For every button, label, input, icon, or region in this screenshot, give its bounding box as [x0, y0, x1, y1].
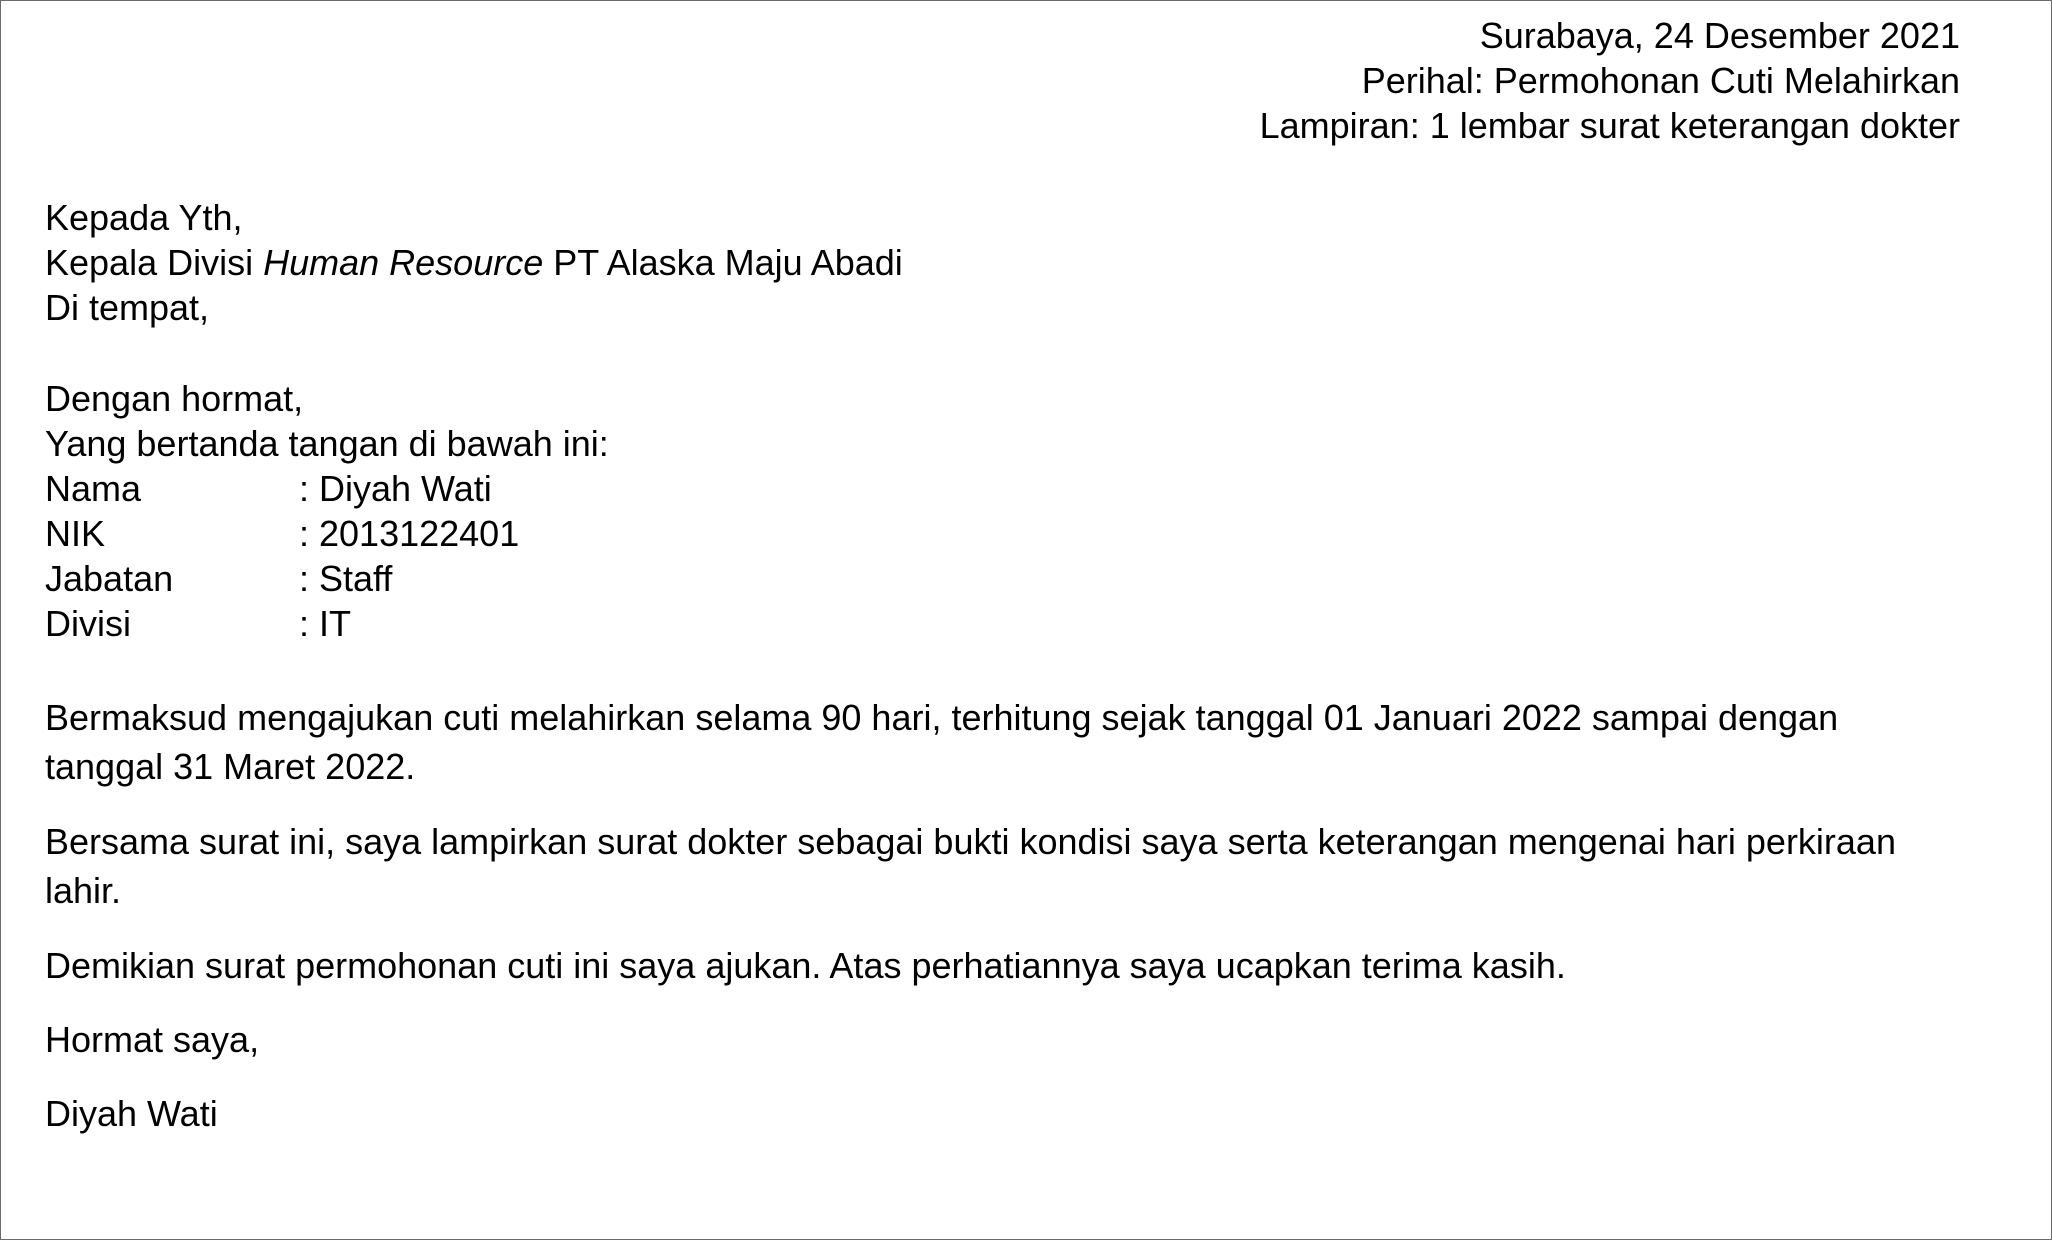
field-row-position [45, 556, 1960, 601]
position-suffix: PT Alaska Maju Abadi [543, 242, 903, 283]
letter-header [45, 13, 1960, 148]
letter-body [45, 13, 1960, 1136]
attachment-line: Lampiran: 1 lembar surat keterangan dokter [1259, 105, 1960, 146]
field-label: NIK [45, 513, 106, 554]
field-value: : Diyah Wati [299, 468, 492, 509]
closing-valediction: Hormat saya, [45, 1019, 260, 1060]
field-row-nik [45, 511, 1960, 556]
date-line: Surabaya, 24 Desember 2021 [1479, 15, 1960, 56]
body-paragraph-3: Demikian surat permohonan cuti ini saya ajukan. Atas perhatiannya saya ucapkan terima kasih. [45, 945, 1566, 986]
body-paragraph-1: Bermaksud mengajukan cuti melahirkan selama 90 hari, terhitung sejak tanggal 01 Januari 2022 sampai dengan tanggal 31 Maret 2022. [45, 697, 1839, 787]
recipient-salutation: Kepada Yth, [45, 197, 243, 238]
field-row-division [45, 601, 1960, 646]
recipient-block [45, 195, 1960, 330]
field-label: Divisi [45, 603, 131, 644]
field-label: Nama [45, 468, 142, 509]
position-prefix: Kepala Divisi [45, 242, 264, 283]
field-value: : 2013122401 [299, 513, 520, 554]
greeting-opening: Dengan hormat, [45, 378, 304, 419]
signer-name: Diyah Wati [45, 1093, 218, 1134]
recipient-position [45, 240, 1960, 285]
body-paragraph-2: Bersama surat ini, saya lampirkan surat dokter sebagai bukti kondisi saya serta keterangan mengenai hari perkiraan lahir. [45, 821, 1896, 911]
recipient-location: Di tempat, [45, 287, 210, 328]
subject-line: Perihal: Permohonan Cuti Melahirkan [1361, 60, 1960, 101]
greeting-intro: Yang bertanda tangan di bawah ini: [45, 423, 609, 464]
greeting-block [45, 376, 1960, 646]
field-value: : IT [299, 603, 351, 644]
field-value: : Staff [299, 558, 393, 599]
position-italic: Human Resource [263, 242, 544, 283]
field-label: Jabatan [45, 558, 174, 599]
field-row-name [45, 466, 1960, 511]
